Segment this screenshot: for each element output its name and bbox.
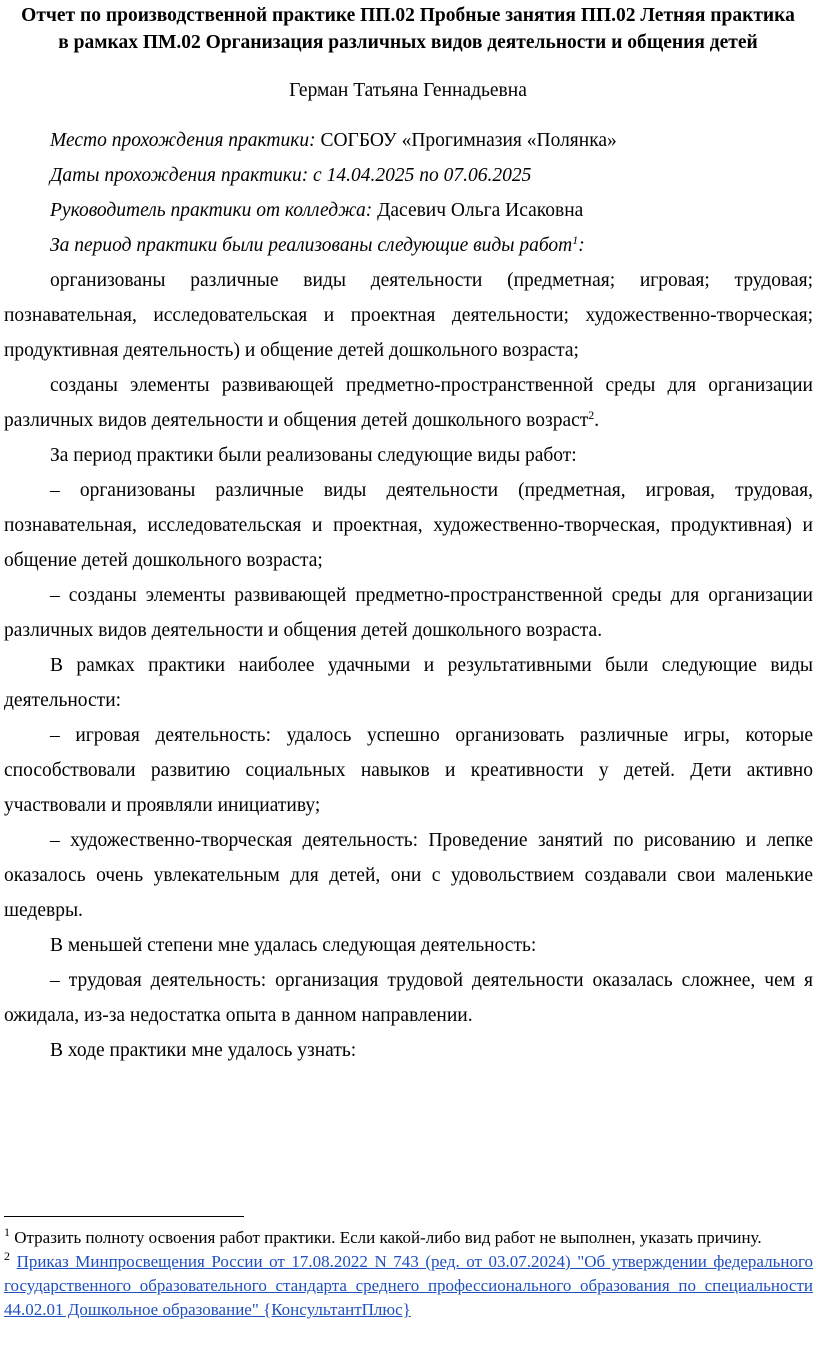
paragraph-learned-heading: В ходе практики мне удалось узнать: [50,1040,357,1061]
footnote-1 [4,1226,813,1250]
field-supervisor-value: Дасевич Ольга Исаковна [372,200,584,221]
field-works-label: За период практики были реализованы следующие виды работ [50,235,573,256]
paragraph-game-activity: – игровая деятельность: удалось успешно организовать различные игры, которые способствовали развитию социальных навыков и креативности у детей. Дети активно участвовали и проявляли инициативу; [4,725,813,816]
field-place-label: Место прохождения практики: [50,130,316,151]
paragraph-less-success-heading: В меньшей степени мне удалась следующая деятельность: [50,935,537,956]
field-works [50,233,810,259]
footnote-2 [4,1250,813,1322]
field-place-value: СОГБОУ «Прогимназия «Полянка» [315,130,617,151]
document-title [0,2,816,56]
title-line-1: Отчет по производственной практике ПП.02 Пробные занятия ПП.02 Летняя практика [21,5,795,26]
footnote-2-link[interactable]: Приказ Минпросвещения России от 17.08.2022 N 743 (ред. от 03.07.2024) "Об утверждении федерального государственного образовательного стандарта среднего профессионального образования по специальности 44.02.01 Дошкольное образование" {КонсультантПлюс} [4,1252,814,1319]
field-works-colon: : [578,235,585,256]
footnote-1-text: Отразить полноту освоения работ практики. Если какой-либо вид работ не выполнен, указать причину. [10,1228,762,1247]
paragraph-environment-text: созданы элементы развивающей предметно-пространственной среды для организации различных видов деятельности и общения детей дошкольного возраст [4,375,813,431]
author-name: Герман Татьяна Геннадьевна [289,80,527,101]
field-place [50,128,810,154]
paragraph-successful-heading: В рамках практики наиболее удачными и результативными были следующие виды деятельности: [4,655,813,711]
footnotes [4,1226,813,1322]
footnote-2-mark: 2 [4,1249,10,1263]
footnote-ref-2[interactable]: 2 [588,408,595,422]
footnote-ref-1[interactable]: 1 [572,233,579,247]
title-line-2: в рамках ПМ.02 Организация различных видов деятельности и общения детей [58,32,758,53]
footnote-1-mark: 1 [4,1225,10,1239]
field-dates-label: Даты прохождения практики: с 14.04.2025 по 07.06.2025 [50,165,532,186]
field-dates [50,163,810,189]
paragraph-art-activity: – художественно-творческая деятельность: Проведение занятий по рисованию и лепке оказалось очень увлекательным для детей, они с удовольствием создавали свои маленькие шедевры. [4,830,813,921]
field-supervisor [50,198,810,224]
paragraph-environment [4,368,813,438]
paragraph-works-heading: За период практики были реализованы следующие виды работ: [50,445,577,466]
report-body [4,263,813,1068]
paragraph-works-environment: – созданы элементы развивающей предметно-пространственной среды для организации различных видов деятельности и общения детей дошкольного возраста. [4,585,813,641]
paragraph-environment-end: . [594,410,600,431]
paragraph-labor-activity: – трудовая деятельность: организация трудовой деятельности оказалась сложнее, чем я ожидала, из-за недостатка опыта в данном направлении. [4,970,813,1026]
paragraph-activities: организованы различные виды деятельности (предметная; игровая; трудовая; познавательная, исследовательская и проектная деятельности; художественно-творческая; продуктивная деятельность) и общение детей дошкольного возраста; [4,270,813,361]
field-supervisor-label: Руководитель практики от колледжа: [50,200,373,221]
paragraph-works-activities: – организованы различные виды деятельности (предметная, игровая, трудовая, познавательная, исследовательская и проектная, художественно-творческая, продуктивная) и общение детей дошкольного возраста; [4,480,813,571]
footnote-separator [4,1216,244,1217]
